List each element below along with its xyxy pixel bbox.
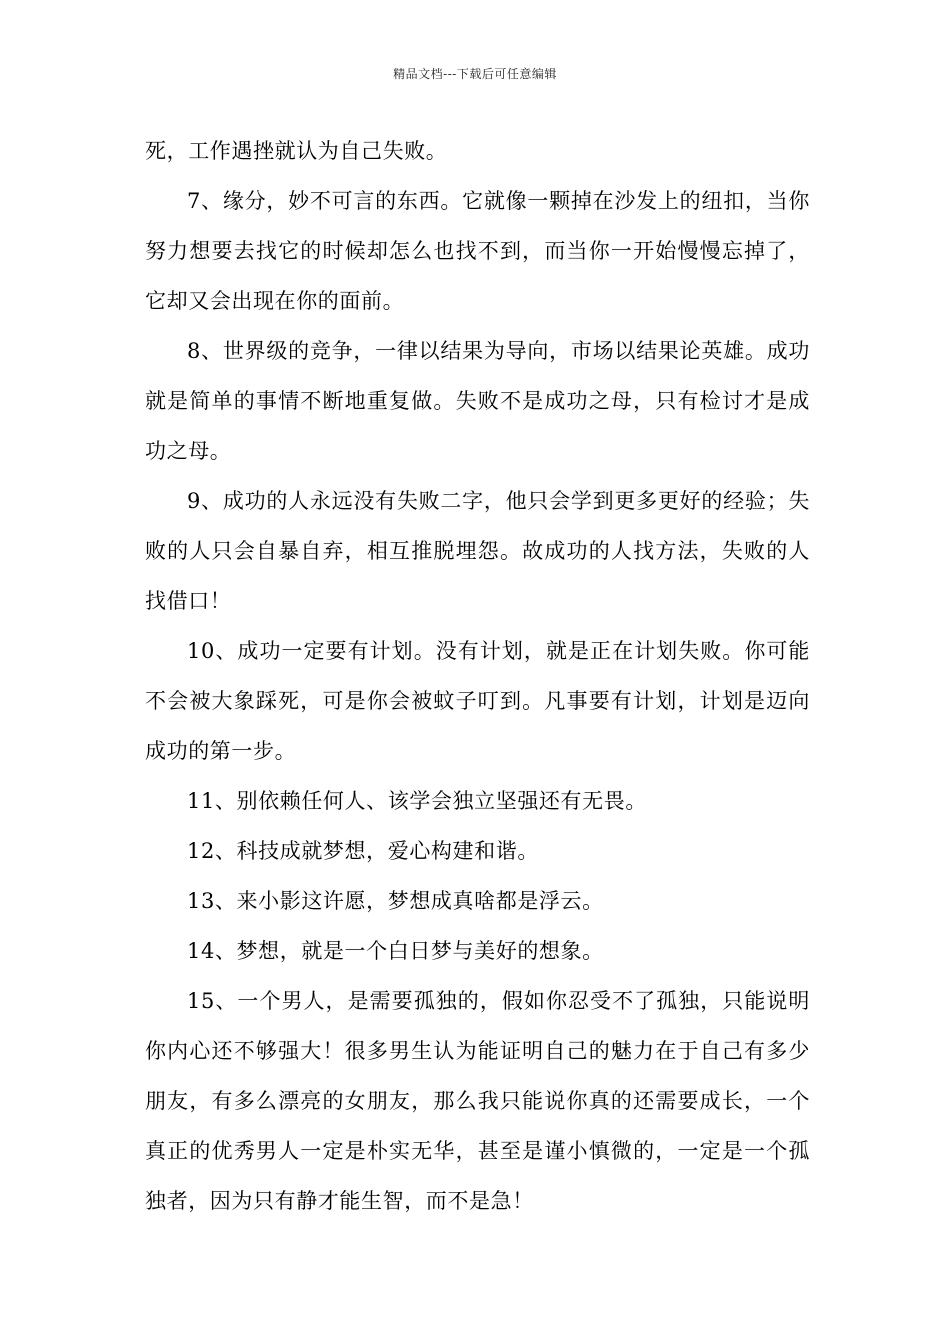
paragraph-15: 15、一个男人，是需要孤独的，假如你忍受不了孤独，只能说明你内心还不够强大！很多男生认为能证明自己的魅力在于自己有多少朋友，有多么漂亮的女朋友，那么我只能说你真的还需要成长，一个真正的优秀男人一定是朴实无华，甚至是谨小慎微的，一定是一个孤独者，因为只有静才能生智，而不是急！: [145, 989, 810, 1213]
page-header: 精品文档---下载后可任意编辑: [393, 67, 557, 81]
paragraph-14: 14、梦想，就是一个白日梦与美好的想象。: [187, 939, 604, 963]
paragraph-10: 10、成功一定要有计划。没有计划，就是正在计划失败。你可能不会被大象踩死，可是你会被蚊子叮到。凡事要有计划，计划是迈向成功的第一步。: [145, 639, 810, 763]
paragraph-7: 7、缘分，妙不可言的东西。它就像一颗掉在沙发上的纽扣，当你努力想要去找它的时候却怎么也找不到，而当你一开始慢慢忘掉了，它却又会出现在你的面前。: [145, 189, 810, 313]
paragraph-continuation: 死，工作遇挫就认为自己失败。: [145, 139, 448, 163]
paragraph-8: 8、世界级的竞争，一律以结果为导向，市场以结果论英雄。成功就是简单的事情不断地重复做。失败不是成功之母，只有检讨才是成功之母。: [145, 339, 810, 463]
document-body: [145, 126, 810, 1226]
paragraph-11: 11、别依赖任何人、该学会独立坚强还有无畏。: [187, 789, 647, 813]
paragraph-13: 13、来小影这许愿，梦想成真啥都是浮云。: [187, 889, 604, 913]
paragraph-9: 9、成功的人永远没有失败二字，他只会学到更多更好的经验；失败的人只会自暴自弃，相互推脱埋怨。故成功的人找方法，失败的人找借口！: [145, 489, 810, 613]
paragraph-12: 12、科技成就梦想，爱心构建和谐。: [187, 839, 539, 863]
